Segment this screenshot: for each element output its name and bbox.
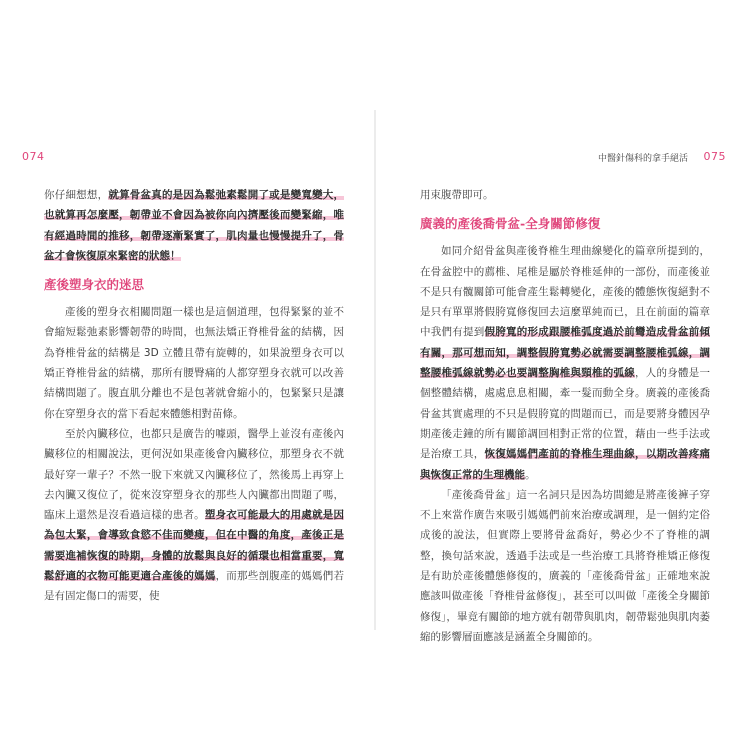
page-number-left: 074 — [22, 150, 45, 163]
paragraph-highlight: 塑身衣可能最大的用處就是因為包太緊，會導致食慾不佳而變瘦，但在中醫的角度，產後正是需要進補恢復的時期，身體的放鬆與良好的循環也相當重要，寬鬆舒適的衣物可能更適合產後的媽媽 — [44, 509, 345, 583]
body-paragraph — [420, 241, 710, 485]
paragraph-tail: ，而那些剖腹產的媽媽們若是有固定傷口的需要，使 — [44, 570, 345, 603]
intro-paragraph — [44, 185, 344, 266]
running-head: 中醫針傷科的拿手絕活 — [597, 154, 688, 164]
paragraph-text: 至於內臟移位，也都只是廣告的噱頭，醫學上並沒有產後內臟移位的相關說法，更何況如果產後會內臟移位，那塑身衣不就最好穿一輩子？不然一脫下來就又內臟移位了，然後馬上再穿上去內臟又復位了，從來沒穿塑身衣的那些人內臟都出問題了嗎，臨床上還然是沒看過這樣的患者。 — [44, 427, 344, 522]
paragraph-highlight: 恢復媽媽們產前的脊椎生理曲線，以期改善疼痛與恢復正常的生理機能 — [420, 448, 710, 481]
section-heading-corset-myth: 產後塑身衣的迷思 — [44, 277, 145, 293]
section-heading-joint-repair: 廣義的產後喬骨盆-全身關節修復 — [420, 216, 601, 232]
continuation-paragraph: 用束腹帶即可。 — [420, 189, 494, 201]
page-number-right: 075 — [703, 150, 726, 163]
body-paragraph: 產後的塑身衣相關問題一樣也是這個道理，包得緊緊的並不會縮短鬆弛素影響韌帶的時間，也無法矯正脊椎骨盆的結構，因為脊椎骨盆的結構是 3D 立體且帶有旋轉的，如果說塑身衣可以矯正脊椎骨盆的結構，那所有腰臀痛的人都穿塑身衣就可以改善結構問題了。腹直肌分離也不是包著就會縮小的，包緊緊只是讓你在穿塑身衣的當下看起來體態相對苗條。 — [44, 306, 344, 420]
right-page-body — [420, 185, 710, 647]
paragraph-text: 如同介紹骨盆與產後脊椎生理曲線變化的篇章所提到的，在骨盆腔中的薦椎、尾椎是屬於脊椎延伸的一部份，而產後並不是只有髖關節可能會產生鬆轉變化，產後的體態恢復絕對不是只有單單將假胯寬修復回去這麼單純而已，且在前面的篇章中我們有提到 — [420, 245, 710, 339]
paragraph-text: ，人的身體是一個整體結構，處處息息相關，牽一髮而動全身。廣義的產後喬骨盆其實處理的不只是假胯寬的問題而已，而是要將身體因孕期產後走鐘的所有關節調回相對正常的位置，藉由一些手法或是治療工具， — [420, 367, 710, 461]
intro-highlight: 就算骨盆真的是因為鬆弛素鬆開了或是變寬變大，也就算再怎麼壓，韌帶並不會因為被你向內擠壓後而變緊縮，唯有經過時間的推移，韌帶逐漸緊實了，肌肉量也慢慢提升了，骨盆才會恢復原來緊密的狀態！ — [44, 189, 345, 262]
paragraph-highlight: 假胯寬的形成跟腰椎弧度過於前彎造成骨盆前傾有關，那可想而知，調整假胯寬勢必就需要調整腰椎弧線，調整腰椎弧線就勢必也要調整胸椎與頸椎的弧線 — [420, 326, 710, 380]
intro-text: 你仔細想想， — [44, 189, 109, 201]
body-paragraph: 「產後喬骨盆」這一名詞只是因為坊間總是將產後褲子穿不上來當作廣告來吸引媽媽們前來治療或調理，是一個約定俗成後的說法，但實際上要將骨盆喬好，勢必少不了脊椎的調整，換句話來說，透過手法或是一些治療工具將脊椎矯正修復是有助於產後體態修復的，廣義的「產後喬骨盆」正確地來說應該叫做產後「脊椎骨盆修復」，甚至可以叫做「產後全身關節修復」，畢竟有關節的地方就有韌帶與肌肉，韌帶鬆弛與肌肉萎縮的影響層面應該是涵蓋全身關節的。 — [420, 488, 710, 643]
body-paragraph — [44, 424, 344, 607]
paragraph-tail: 。 — [525, 468, 536, 481]
left-page-body — [44, 185, 344, 607]
book-gutter — [374, 110, 376, 630]
